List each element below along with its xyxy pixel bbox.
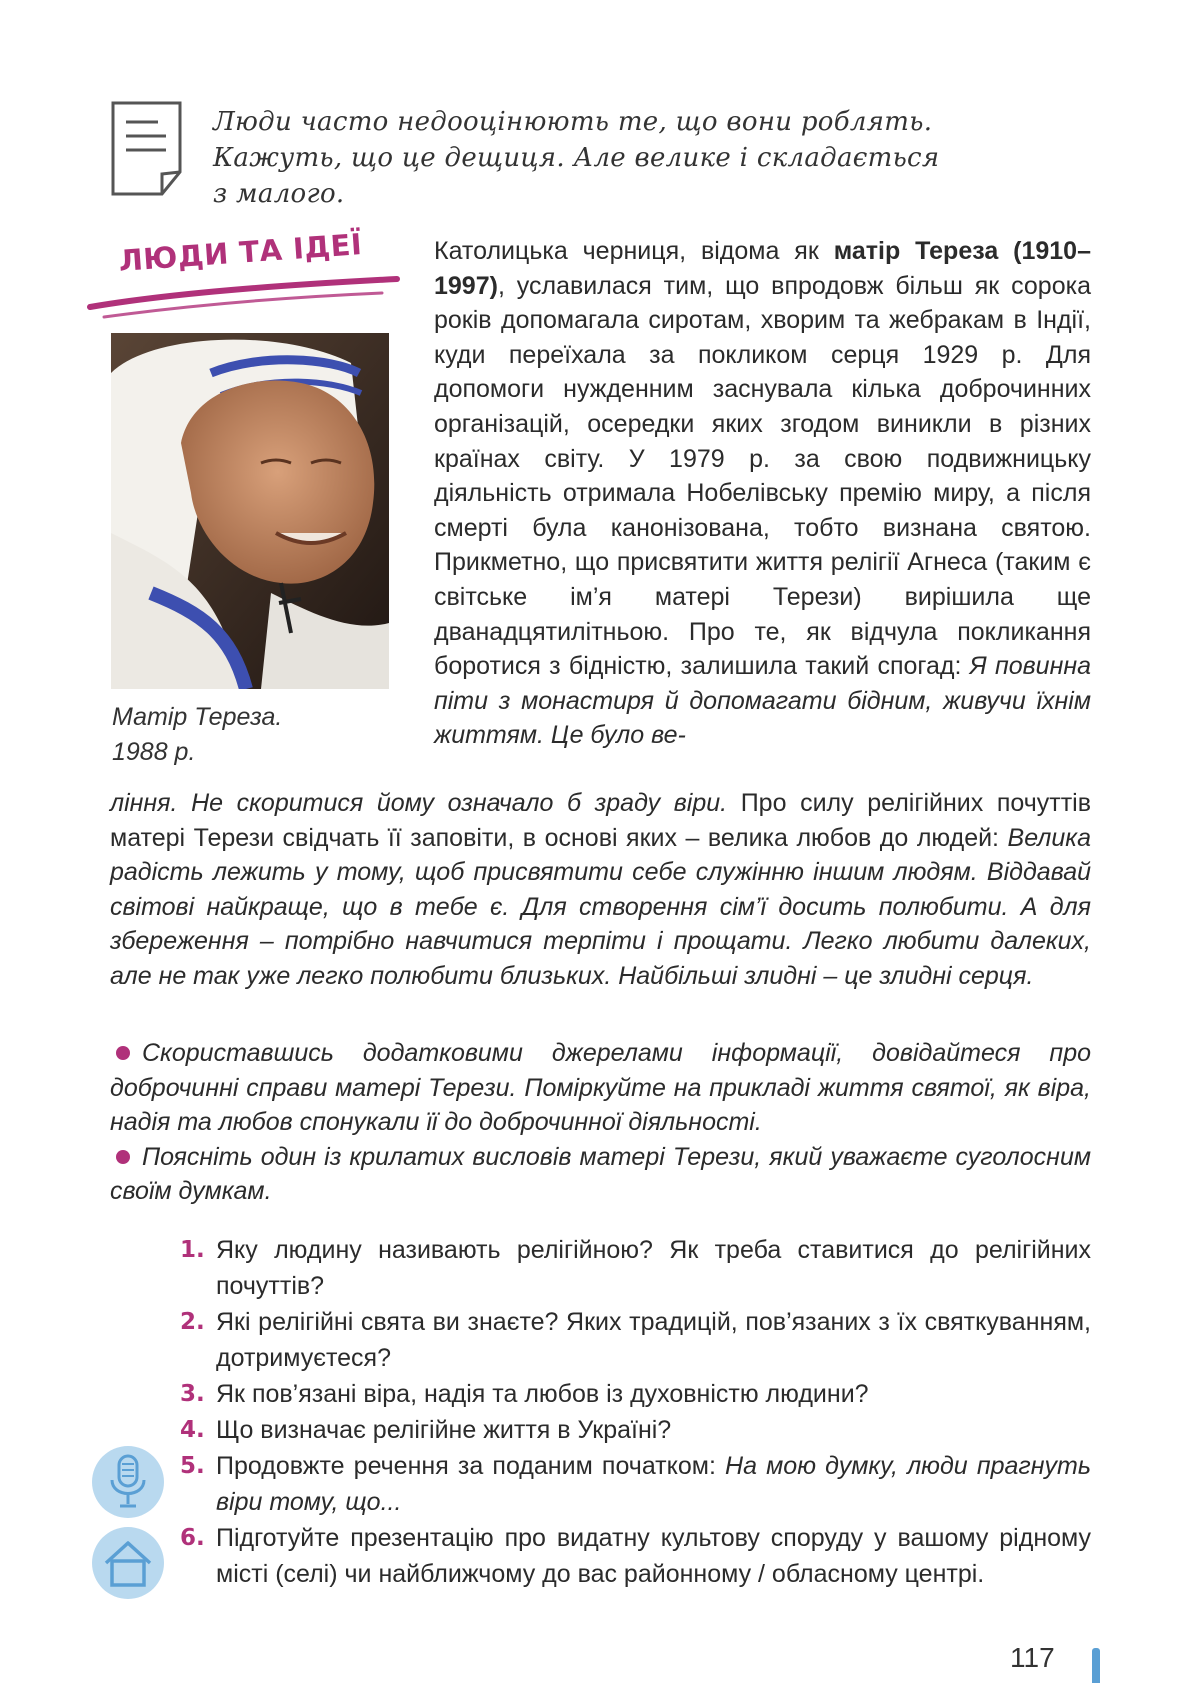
- name-bold: матір Тереза (1910–1997): [434, 237, 1091, 300]
- question-item: [180, 1412, 1091, 1448]
- home-icon: [92, 1527, 164, 1599]
- question-number: 4.: [180, 1417, 205, 1443]
- task-text: Скориставшись додатковими джерелами інформації, довідайтеся про доброчинні справи матері Терези. Поміркуйте на прикладі життя святої, як віра, надія та любов спонукали її до доброчинної діяльності.: [110, 1039, 1091, 1137]
- quote-italic: Велика радість лежить у тому, щоб присвятити себе служінню іншим людям. Віддавай світові найкраще, що в тебе є. Для створення сім’ї досить полюбити. А для збереження – потрібно навчитися терпіти і прощати. Легко любити далеких, але не так уже легко полюбити близьких. Найбільші злидні – це злидні серця.: [110, 823, 1091, 990]
- question-item: [180, 1304, 1091, 1376]
- quote-italic: ління. Не скоритися йому означало б зраду віри.: [110, 789, 728, 817]
- photo-caption: [112, 700, 352, 770]
- epigraph-line: Люди часто недооцінюють те, що вони роблять.: [213, 107, 933, 137]
- bullet-icon: [116, 1046, 130, 1060]
- task-item: [110, 1036, 1091, 1140]
- page-edge-marker: [1092, 1648, 1100, 1683]
- task-text: Поясніть один із крилатих висловів матері Терези, який уважаєте суголосним своїм думкам.: [110, 1142, 1091, 1206]
- question-text: Яку людину називають релігійною? Як треба ставитися до релігійних почуттів?: [216, 1236, 1091, 1300]
- page-number: 117: [1010, 1642, 1055, 1673]
- question-item: [180, 1376, 1091, 1412]
- question-item: [180, 1232, 1091, 1304]
- task-list: [110, 1036, 1091, 1209]
- document-icon: [110, 100, 188, 198]
- epigraph-line: Кажуть, що це дещиця. Але велике і складається: [213, 143, 940, 173]
- question-number: 3.: [180, 1381, 205, 1407]
- microphone-icon: [92, 1446, 164, 1518]
- text-span: Про силу релігійних почуттів матері Терези свідчать її заповіти, в основі яких – велика любов до людей:: [110, 789, 1092, 852]
- task-item: [110, 1140, 1091, 1209]
- text-span: , уславилася тим, що впродовж більш як сорока років допомагала сиротам, хворим та жебракам в Індії, куди переїхала за покликом серця 1929 р. Для допомоги нужденним заснувала кілька доброчинних організацій, осередки яких згодом виникли в різних країнах світу. У 1979 р. за свою подвижницьку діяльність отримала Нобелівську премію миру, а після смерті була канонізована, тобто визнана святою. Прикметно, що присвятити життя релігії Агнеса (таким є світське ім’я матері Терези) вирішила ще дванадцятилітньою. Про те, як відчула покликання боротися з бідністю, залишила такий спогад:: [434, 271, 1091, 681]
- portrait-photo: [111, 333, 389, 689]
- caption-line: Матір Тереза.: [112, 703, 283, 731]
- question-item: [180, 1520, 1091, 1592]
- question-text: Підготуйте презентацію про видатну культову споруду у вашому рідному місті (селі) чи найближчому до вас районному / обласному центрі.: [216, 1524, 1091, 1588]
- question-text: Які релігійні свята ви знаєте? Яких традицій, пов’язаних з їх святкуванням, дотримуєтеся?: [216, 1308, 1091, 1372]
- question-number: 2.: [180, 1309, 205, 1335]
- rubric-title: ЛЮДИ ТА ІДЕЇ: [117, 227, 364, 278]
- question-number: 1.: [180, 1237, 205, 1263]
- question-text: Як пов’язані віра, надія та любов із духовністю людини?: [216, 1380, 869, 1408]
- epigraph-quote: [213, 104, 1093, 212]
- question-item: [180, 1448, 1091, 1520]
- question-text: Що визначає релігійне життя в Україні?: [216, 1416, 672, 1444]
- question-number: 5.: [180, 1453, 205, 1479]
- question-text: Продовжте речення за поданим початком:: [216, 1452, 726, 1480]
- caption-line: 1988 р.: [112, 738, 196, 766]
- epigraph-line: з малого.: [213, 179, 345, 209]
- question-list: [180, 1232, 1091, 1592]
- text-span: Католицька черниця, відома як: [434, 237, 834, 265]
- bullet-icon: [116, 1150, 130, 1164]
- article-paragraph: [434, 234, 1091, 753]
- quote-italic: Я повинна піти з монастиря й допомагати бідним, живучи їхнім життям. Це було ве-: [434, 652, 1091, 750]
- question-number: 6.: [180, 1525, 205, 1551]
- article-continuation: [110, 786, 1091, 994]
- question-italic: На мою думку, люди прагнуть віри тому, що...: [216, 1452, 1091, 1516]
